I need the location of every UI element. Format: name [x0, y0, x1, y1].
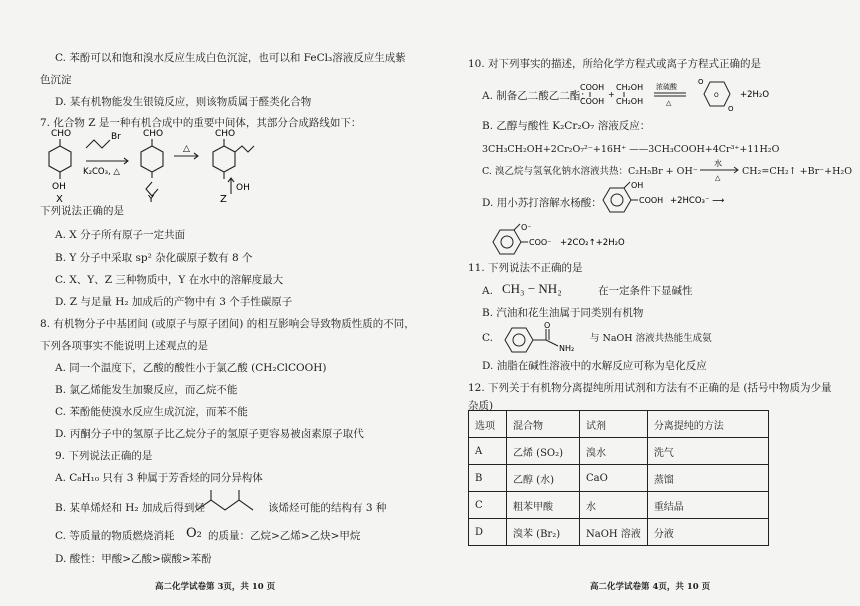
table-row [469, 438, 769, 465]
q10a-cooh-1: COOH [580, 83, 605, 92]
table-cell: 粗苯甲酸 [507, 492, 580, 519]
q10a-condition: 浓硫酸 [656, 83, 677, 91]
q11-option-a-formula: CH₃ − NH₂ [502, 281, 562, 296]
q7-stem: 7. 化合物 Z 是一种有机合成中的重要中间体，其部分合成路线如下： [40, 117, 362, 129]
q10-option-a: A. 制备乙二酸乙二酯： [482, 90, 591, 102]
q9-stem: 9. 下列说法正确的是 [55, 450, 153, 462]
table-cell: A [469, 438, 507, 465]
table-cell: CaO [580, 465, 648, 492]
q10-option-b: B. 乙醇与酸性 K₂Cr₂O₇ 溶液反应： [482, 120, 651, 132]
right-footer: 高二化学试卷第 4页，共 10 页 [590, 582, 711, 592]
svg-text:O: O [728, 105, 734, 113]
q11-option-a-text: 在一定条件下显碱性 [598, 285, 693, 297]
table-cell: B [469, 465, 507, 492]
q7-lead: 下列说法正确的是 [40, 205, 124, 217]
q6-option-d: D. 某有机物能发生银镜反应，则该物质属于醛类化合物 [55, 96, 312, 108]
table-cell: 分液 [647, 519, 768, 546]
q7-label-z: Z [220, 194, 227, 204]
svg-text:O: O [698, 78, 704, 86]
q11c-benzamide [502, 320, 592, 356]
q9-option-a: A. C₈H₁₀ 只有 3 种属于芳香烃的同分异构体 [55, 472, 263, 484]
q10-option-d: D. 用小苏打溶解水杨酸： [482, 197, 602, 209]
q11c-nh2: NH₂ [559, 344, 575, 353]
q7-x-oh: OH [52, 182, 66, 192]
q9-option-d: D. 酸性：甲酸>乙酸>碳酸>苯酚 [55, 553, 212, 565]
q10c-arrow [698, 158, 742, 182]
svg-text:+: + [608, 90, 615, 99]
table-cell: 溴苯 (Br₂) [507, 519, 580, 546]
q10d-salicylic-acid [598, 180, 738, 222]
table-header-cell: 分离提纯的方法 [647, 411, 768, 438]
q6-option-c-line1: C. 苯酚可以和饱和溴水反应生成白色沉淀，也可以和 FeCl₃溶液反应生成紫 [55, 52, 406, 64]
q10a-condition-2: △ [666, 99, 672, 107]
q7-z-cho: CHO [215, 129, 236, 139]
q7-label-x: X [56, 194, 63, 204]
q12-stem-line1: 12. 下列关于有机物分离提纯所用试剂和方法有不正确的是 (括号中物质为少量 [468, 382, 832, 394]
q7-synthesis-route-diagram [40, 126, 310, 204]
table-cell: 溴水 [580, 438, 648, 465]
q9-option-c-o2: O₂ [186, 526, 202, 541]
q11-option-a-label: A. [482, 285, 493, 297]
q12-table [468, 410, 769, 546]
table-header-row [469, 411, 769, 438]
table-cell: 乙烯 (SO₂) [507, 438, 580, 465]
right-page [430, 0, 860, 606]
q7-y-cho: CHO [143, 129, 164, 139]
q11-option-c-label: C. [482, 332, 493, 344]
table-cell: 蒸馏 [647, 465, 768, 492]
q8-option-a: A. 同一个温度下，乙酸的酸性小于氯乙酸 (CH₂ClCOOH) [55, 362, 327, 374]
q10c-condition: 水 [714, 159, 722, 168]
table-cell: 乙醇 (水) [507, 465, 580, 492]
q10-stem: 10. 对下列事实的描述，所给化学方程式或离子方程式正确的是 [468, 58, 762, 70]
table-cell: D [469, 519, 507, 546]
q7-option-b: B. Y 分子中采取 sp² 杂化碳原子数有 8 个 [55, 252, 253, 264]
q10-option-c-part2: CH₂=CH₂↑ +Br⁻+H₂O [742, 166, 853, 177]
q7-option-d: D. Z 与足量 H₂ 加成后的产物中有 3 个手性碳原子 [55, 296, 293, 308]
q9-option-c-part2: 的质量：乙烷>乙烯>乙炔>甲烷 [208, 530, 361, 542]
q11-option-b: B. 汽油和花生油属于同类别有机物 [482, 307, 644, 319]
left-footer: 高二化学试卷第 3页，共 10 页 [155, 582, 276, 592]
table-row [469, 465, 769, 492]
q10d-products: +2CO₂↑+2H₂O [560, 238, 625, 248]
q7-condition-1: K₂CO₃, △ [83, 167, 120, 177]
q8-stem-line2: 下列各项事实不能说明上述观点的是 [40, 340, 208, 352]
q7-x-cho: CHO [51, 129, 72, 139]
table-cell: C [469, 492, 507, 519]
q8-stem-line1: 8. 有机物分子中基团间 (或原子与原子团间) 的相互影响会导致物质性质的不同， [40, 318, 415, 330]
q10a-ch2oh-2: CH₂OH [616, 97, 644, 106]
q10-option-b-equation: 3CH₃CH₂OH+2Cr₂O₇²⁻+16H⁺ ——3CH₃COOH+4Cr³⁺+11H₂O [482, 144, 780, 155]
table-header-cell: 选项 [469, 411, 507, 438]
q10d-coo-minus: COO⁻ [529, 238, 552, 247]
table-cell: 水 [580, 492, 648, 519]
q6-option-c-line2: 色沉淀 [40, 74, 72, 86]
q11-option-d: D. 油脂在碱性溶液中的水解反应可称为皂化反应 [482, 360, 707, 372]
table-cell: 重结晶 [647, 492, 768, 519]
table-row [469, 519, 769, 546]
q7-br: Br [111, 132, 121, 142]
q7-z-oh: OH [236, 183, 250, 193]
q12-stem-line2: 杂质) [468, 400, 494, 412]
table-cell: 洗气 [647, 438, 768, 465]
q8-option-d: D. 丙酮分子中的氢原子比乙烷分子的氢原子更容易被卤素原子取代 [55, 428, 364, 440]
q10a-ch2oh-1: CH₂OH [616, 83, 644, 92]
q10c-condition-2: △ [715, 174, 721, 182]
q11c-oxygen: O [544, 321, 551, 330]
q10d-cooh: COOH [639, 196, 664, 205]
table-row [469, 492, 769, 519]
q10a-esterification-equation [578, 76, 838, 116]
q7-condition-2: △ [183, 144, 190, 154]
q9-alkane-skeleton [195, 488, 265, 516]
q10-option-c-part1: C. 溴乙烷与氢氧化钠水溶液共热：C₂H₅Br + OH⁻ [482, 166, 698, 177]
q8-option-c: C. 苯酚能使溴水反应生成沉淀，而苯不能 [55, 406, 248, 418]
q9-option-b-part1: B. 某单烯烃和 H₂ 加成后得到烃 [55, 502, 205, 514]
q7-option-a: A. X 分子所有原子一定共面 [55, 229, 186, 241]
svg-text:O: O [714, 92, 719, 99]
table-cell: NaOH 溶液 [580, 519, 648, 546]
table-header-cell: 试剂 [580, 411, 648, 438]
q11-option-c-text: 与 NaOH 溶液共热能生成氨 [590, 333, 712, 344]
q10a-product: +2H₂O [740, 90, 770, 100]
q10d-product [488, 222, 688, 262]
table-header-cell: 混合物 [507, 411, 580, 438]
q8-option-b: B. 氯乙烯能发生加聚反应，而乙烷不能 [55, 384, 238, 396]
q10a-cooh-2: COOH [580, 97, 605, 106]
q7-option-c: C. X、Y、Z 三种物质中，Y 在水中的溶解度最大 [55, 274, 284, 286]
q10d-oh: OH [631, 181, 644, 190]
q9-option-b-part2: 该烯烃可能的结构有 3 种 [268, 502, 387, 514]
q11-stem: 11. 下列说法不正确的是 [468, 262, 583, 274]
q10d-o-minus: O⁻ [521, 223, 532, 232]
q7-label-y: Y [148, 194, 155, 204]
q9-option-c-part1: C. 等质量的物质燃烧消耗 [55, 530, 175, 542]
q10d-reagent: +2HCO₃⁻ ⟶ [670, 196, 725, 206]
